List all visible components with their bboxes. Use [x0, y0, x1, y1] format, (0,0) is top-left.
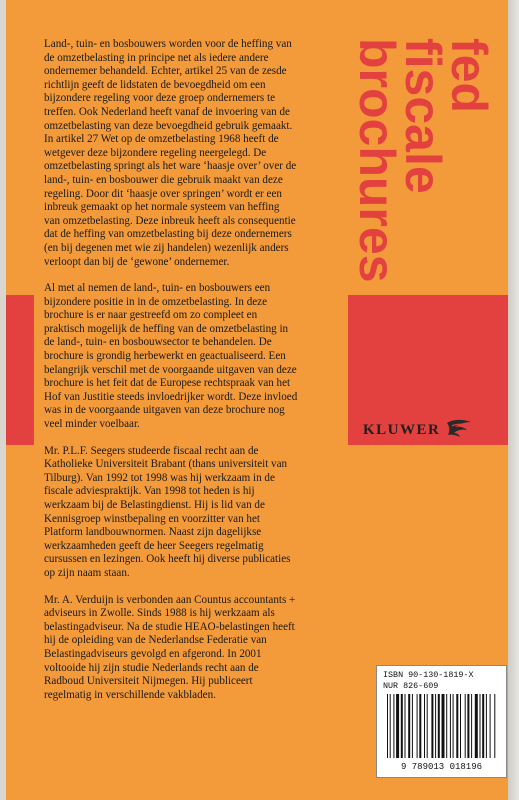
isbn-meta	[383, 670, 473, 692]
ean-number: 9 789013 018196	[400, 762, 482, 772]
barcode-bar	[405, 694, 406, 758]
barcode-bar	[393, 694, 394, 758]
back-cover	[6, 0, 508, 800]
barcode-bar	[460, 694, 461, 758]
barcode-bar	[424, 694, 425, 758]
barcode-bars	[385, 694, 498, 760]
barcode-bar	[482, 694, 484, 758]
publisher-name: KLUWER	[363, 422, 441, 438]
paragraph-author-verduijn: Mr. A. Verduijn is verbonden aan Countus accountants + adviseurs in Zwolle. Sinds 1988 is hij werkzaam als belastingadviseur. Na de studie HEAO-belastingen heeft hij de opleiding van de Nederlandse Federatie van Belastingadviseurs gevolgd en afgerond. In 2001 voltooide hij zijn studie Nederlands recht aan de Radboud Universiteit Nijmegen. Hij publiceert regelmatig in verschillende vakbladen.	[44, 593, 296, 701]
series-title	[292, 38, 497, 438]
barcode-bar	[446, 694, 447, 758]
barcode-bar	[490, 694, 491, 758]
barcode-bar	[417, 694, 418, 758]
barcode-bar	[471, 694, 472, 758]
barcode-bar	[412, 694, 413, 758]
barcode-bar	[438, 694, 440, 758]
barcode-bar	[456, 694, 458, 758]
red-band-left	[6, 295, 34, 445]
barcode-bar	[390, 694, 391, 758]
barcode-bar	[431, 694, 433, 758]
barcode-bar	[480, 694, 481, 758]
barcode-bar	[396, 694, 399, 758]
barcode-bar	[475, 694, 478, 758]
barcode-bar	[467, 694, 469, 758]
barcode-bar	[408, 694, 410, 758]
barcode-bar	[453, 694, 454, 758]
publisher-logo-block	[363, 418, 472, 443]
barcode-bar	[465, 694, 466, 758]
barcode-bar	[387, 694, 388, 758]
kluwer-bird-logo-icon	[446, 418, 472, 443]
barcode-bar	[450, 694, 451, 758]
series-title-line: fiscale	[395, 38, 451, 194]
barcode-bar	[486, 694, 487, 758]
isbn-text: ISBN 90-130-1819-X	[383, 670, 474, 680]
barcode-bar	[442, 694, 445, 758]
barcode-bar	[401, 694, 403, 758]
nur-text: NUR 826-609	[383, 681, 439, 691]
series-title-line: fed	[441, 38, 497, 113]
page-edge	[508, 0, 519, 800]
series-title-line: brochures	[349, 38, 405, 283]
barcode-bar	[494, 694, 495, 758]
back-cover-text	[44, 38, 298, 715]
paragraph-author-seegers: Mr. P.L.F. Seegers studeerde fiscaal recht aan de Katholieke Universiteit Brabant (thans universiteit van Tilburg). Van 1992 tot 1998 was hij werkzaam in de fiscale adviespraktijk. Van 1998 tot heden is hij werkzaam bij de Belastingdienst. Hij is lid van de Kennisgroep winstbepaling en voorzitter van het Platform landbouwnormen. Naast zijn dagelijkse werkzaamheden geeft de heer Seegers regelmatig cursussen en lezingen. Ook heeft hij diverse publicaties op zijn naam staan.	[44, 444, 291, 579]
paragraph-brochure: Al met al nemen de land-, tuin- en bosbouwers een bijzondere positie in in de omzetbelasting. In deze brochure is er naar gestreefd om zo compleet en praktisch mogelijk de heffing van de omzetbelasting in de land-, tuin- en bosbouwsector te behandelen. De brochure is grondig herbewerkt en geactualiseerd. Een belangrijk verschil met de voorgaande uitgaven van deze brochure is het feit dat de Europese rechtspraak van het Hof van Justitie steeds invloedrijker wordt. Deze invloed was in de voorgaande uitgaven van deze brochure nog veel minder voelbaar.	[44, 282, 298, 431]
paragraph-intro: Land-, tuin- en bosbouwers worden voor de heffing van de omzetbelasting in principe net als iedere andere ondernemer behandeld. Echter, artikel 25 van de zesde richtlijn geeft de lidstaten de bevoegdheid om een bijzondere regeling voor deze groep ondernemers te treffen. Ook Nederland heeft vanaf de invoering van de omzetbelasting van deze bevoegdheid gebruik gemaakt. In artikel 27 Wet op de omzetbelasting 1968 heeft de wetgever deze bijzondere regeling neergelegd. De omzetbelasting springt als het ware ‘haasje over’ over de land-, tuin- en bosbouwer die gebruik maakt van deze regeling. Door dit ‘haasje over springen’ wordt er een inbreuk gemaakt op het normale systeem van heffing van omzetbelasting. Deze inbreuk heeft als consequentie dat de heffing van omzetbelasting bij deze ondernemers (en bij degenen met wie zij handelen) wezenlijk anders verloopt dan bij de ‘gewone’ ondernemer.	[44, 38, 297, 268]
isbn-barcode	[376, 665, 507, 778]
barcode-bar	[419, 694, 421, 758]
barcode-bar	[435, 694, 436, 758]
barcode-bar	[427, 694, 428, 758]
